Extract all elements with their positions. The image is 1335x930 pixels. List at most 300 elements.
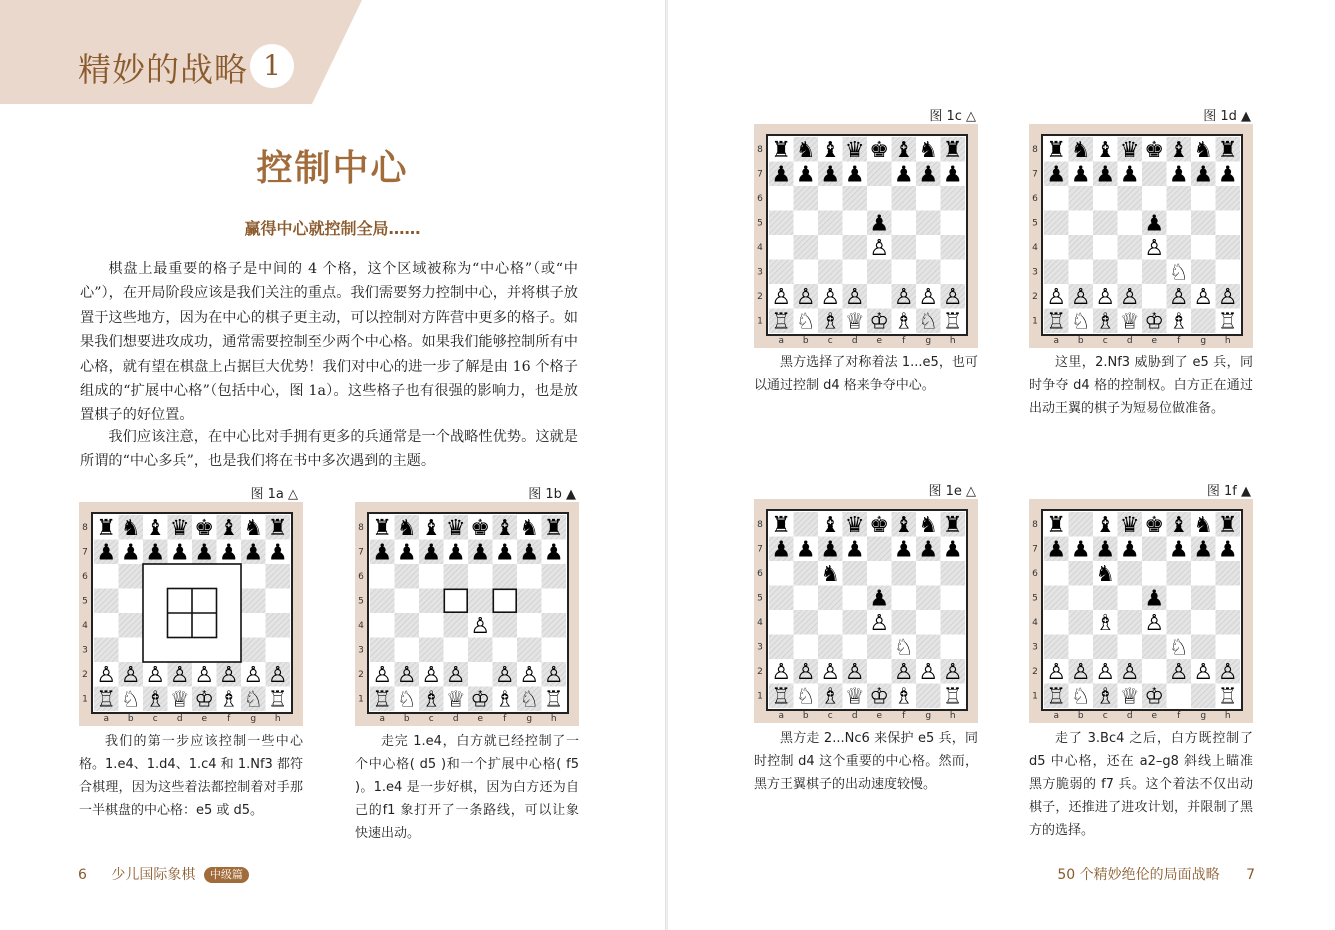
board-square-c6 <box>1093 186 1118 211</box>
file-label: d <box>1126 711 1133 721</box>
figure-1c-board <box>754 124 978 348</box>
black-pawn-icon: ♟ <box>1144 586 1165 612</box>
white-pawn-icon: ♙ <box>1168 660 1189 686</box>
board-square-b4 <box>1069 610 1094 635</box>
file-label: d <box>176 714 183 724</box>
white-pawn-icon: ♙ <box>396 663 417 689</box>
board-square-a6 <box>370 564 395 589</box>
board-square-d5 <box>843 211 868 236</box>
black-bishop-icon: ♝ <box>494 516 515 542</box>
board-square-h5 <box>542 589 567 614</box>
black-pawn-icon: ♟ <box>145 540 166 566</box>
black-pawn-icon: ♟ <box>869 211 890 237</box>
board-square-e2 <box>867 284 892 309</box>
rank-label: 7 <box>757 544 763 555</box>
board-square-b3 <box>1069 260 1094 285</box>
rank-label: 1 <box>757 316 763 327</box>
figure-1c-label: 图 1c △ <box>929 109 976 124</box>
board-square-c5 <box>818 586 843 611</box>
black-rook-icon: ♜ <box>372 516 393 542</box>
board-square-g6 <box>1191 186 1216 211</box>
white-pawn-icon: ♙ <box>1168 285 1189 311</box>
board-square-d6 <box>1118 186 1143 211</box>
white-bishop-icon: ♗ <box>1095 611 1116 637</box>
black-knight-icon: ♞ <box>918 138 939 164</box>
white-pawn-icon: ♙ <box>795 660 816 686</box>
board-square-e2 <box>1142 659 1167 684</box>
highlight-square-f5 <box>493 589 516 612</box>
board-square-h3 <box>542 638 567 663</box>
board-square-a6 <box>769 561 794 586</box>
board-square-g3 <box>1191 260 1216 285</box>
white-pawn-icon: ♙ <box>1070 285 1091 311</box>
rank-label: 5 <box>1032 593 1038 604</box>
board-square-f4 <box>493 613 518 638</box>
board-square-g4 <box>517 613 542 638</box>
white-king-icon: ♔ <box>869 309 890 335</box>
board-square-h6 <box>542 564 567 589</box>
board-square-a4 <box>370 613 395 638</box>
file-label: f <box>902 336 906 346</box>
board-square-d3 <box>1118 260 1143 285</box>
chessboard-1e <box>754 499 978 723</box>
board-square-g3 <box>916 260 941 285</box>
white-pawn-icon: ♙ <box>869 236 890 262</box>
black-bishop-icon: ♝ <box>893 138 914 164</box>
rank-label: 1 <box>1032 691 1038 702</box>
rank-label: 8 <box>1032 145 1038 156</box>
black-pawn-icon: ♟ <box>771 162 792 188</box>
board-square-a6 <box>769 186 794 211</box>
black-bishop-icon: ♝ <box>1095 513 1116 539</box>
board-square-b5 <box>1069 211 1094 236</box>
white-pawn-icon: ♙ <box>1046 285 1067 311</box>
white-king-icon: ♔ <box>470 687 491 713</box>
white-knight-icon: ♘ <box>918 309 939 335</box>
white-king-icon: ♔ <box>869 684 890 710</box>
black-knight-icon: ♞ <box>243 516 264 542</box>
black-king-icon: ♚ <box>869 138 890 164</box>
file-label: b <box>127 714 134 724</box>
rank-label: 4 <box>1032 618 1038 629</box>
white-pawn-icon: ♙ <box>1119 660 1140 686</box>
white-pawn-icon: ♙ <box>820 285 841 311</box>
black-knight-icon: ♞ <box>1070 138 1091 164</box>
board-square-b3 <box>395 638 420 663</box>
board-square-a3 <box>769 635 794 660</box>
file-label: h <box>949 711 956 721</box>
black-rook-icon: ♜ <box>543 516 564 542</box>
file-label: f <box>902 711 906 721</box>
board-square-c3 <box>419 638 444 663</box>
rank-label: 3 <box>82 645 88 656</box>
file-label: g <box>526 714 533 724</box>
board-square-h4 <box>1216 235 1241 260</box>
board-square-c4 <box>1093 235 1118 260</box>
black-pawn-icon: ♟ <box>1070 162 1091 188</box>
black-bishop-icon: ♝ <box>820 138 841 164</box>
board-square-g3 <box>1191 635 1216 660</box>
board-square-c5 <box>419 589 444 614</box>
board-square-f6 <box>1167 561 1192 586</box>
board-square-a5 <box>94 589 119 614</box>
black-king-icon: ♚ <box>1144 513 1165 539</box>
chessboard-1b <box>355 502 579 726</box>
board-square-c5 <box>818 211 843 236</box>
white-knight-icon: ♘ <box>396 687 417 713</box>
white-pawn-icon: ♙ <box>893 660 914 686</box>
board-square-h6 <box>266 564 291 589</box>
chessboard-1c <box>754 124 978 348</box>
white-bishop-icon: ♗ <box>820 309 841 335</box>
rank-label: 7 <box>358 547 364 558</box>
board-square-h6 <box>941 186 966 211</box>
board-square-a3 <box>769 260 794 285</box>
file-label: a <box>103 714 110 724</box>
rank-label: 1 <box>358 694 364 705</box>
figure-1c-caption: 黑方选择了对称着法 1...e5，也可以通过控制 d4 格来争夺中心。 <box>754 355 978 393</box>
white-bishop-icon: ♗ <box>1095 684 1116 710</box>
rank-label: 3 <box>358 645 364 656</box>
white-pawn-icon: ♙ <box>918 660 939 686</box>
board-square-c3 <box>1093 260 1118 285</box>
file-label: d <box>851 711 858 721</box>
rank-label: 1 <box>757 691 763 702</box>
board-square-e7 <box>1142 162 1167 187</box>
board-square-d4 <box>444 613 469 638</box>
board-square-f3 <box>892 260 917 285</box>
white-bishop-icon: ♗ <box>494 687 515 713</box>
board-square-a3 <box>1044 260 1069 285</box>
white-pawn-icon: ♙ <box>844 660 865 686</box>
book-title: 少儿国际象棋 <box>111 867 196 883</box>
rank-label: 5 <box>82 596 88 607</box>
black-bishop-icon: ♝ <box>1168 138 1189 164</box>
board-square-e3 <box>1142 635 1167 660</box>
board-square-a5 <box>769 211 794 236</box>
board-square-b4 <box>395 613 420 638</box>
board-square-f4 <box>892 610 917 635</box>
figure-1a-caption: 我们的第一步应该控制一些中心格。1.e4、1.d4、1.c4 和 1.Nf3 都符合棋理，因为这些着法都控制着对手那一半棋盘的中心格：e5 或 d5。 <box>79 734 303 818</box>
board-square-b4 <box>1069 235 1094 260</box>
board-square-e6 <box>1142 561 1167 586</box>
white-queen-icon: ♕ <box>1119 684 1140 710</box>
board-square-b6 <box>1069 561 1094 586</box>
board-square-e6 <box>468 564 493 589</box>
board-square-c3 <box>1093 635 1118 660</box>
rank-label: 5 <box>358 596 364 607</box>
white-rook-icon: ♖ <box>267 687 288 713</box>
board-square-d5 <box>1118 211 1143 236</box>
black-pawn-icon: ♟ <box>1168 162 1189 188</box>
white-queen-icon: ♕ <box>844 309 865 335</box>
board-square-a4 <box>1044 610 1069 635</box>
file-label: g <box>250 714 257 724</box>
black-rook-icon: ♜ <box>1217 138 1238 164</box>
figure-1a-label: 图 1a △ <box>250 487 298 502</box>
rank-label: 2 <box>1032 667 1038 678</box>
black-queen-icon: ♛ <box>445 516 466 542</box>
black-knight-icon: ♞ <box>1193 513 1214 539</box>
board-square-b6 <box>1069 186 1094 211</box>
black-knight-icon: ♞ <box>120 516 141 542</box>
board-square-h5 <box>1216 211 1241 236</box>
black-pawn-icon: ♟ <box>844 537 865 563</box>
black-rook-icon: ♜ <box>1046 138 1067 164</box>
white-rook-icon: ♖ <box>1217 309 1238 335</box>
black-bishop-icon: ♝ <box>1168 513 1189 539</box>
rank-label: 8 <box>757 520 763 531</box>
black-queen-icon: ♛ <box>1119 513 1140 539</box>
board-square-c4 <box>419 613 444 638</box>
board-square-b4 <box>794 610 819 635</box>
board-square-h4 <box>941 235 966 260</box>
rank-label: 8 <box>358 523 364 534</box>
rank-label: 6 <box>358 572 364 583</box>
board-square-e3 <box>1142 260 1167 285</box>
black-queen-icon: ♛ <box>844 138 865 164</box>
white-rook-icon: ♖ <box>96 687 117 713</box>
black-pawn-icon: ♟ <box>396 540 417 566</box>
rank-label: 4 <box>358 621 364 632</box>
rank-label: 6 <box>757 569 763 580</box>
black-queen-icon: ♛ <box>844 513 865 539</box>
black-bishop-icon: ♝ <box>893 513 914 539</box>
white-pawn-icon: ♙ <box>194 663 215 689</box>
board-square-g5 <box>1191 586 1216 611</box>
board-square-h4 <box>1216 610 1241 635</box>
file-label: a <box>778 336 785 346</box>
board-square-g5 <box>916 586 941 611</box>
board-square-d3 <box>843 635 868 660</box>
file-label: h <box>949 336 956 346</box>
board-square-a6 <box>1044 186 1069 211</box>
file-label: e <box>1151 711 1158 721</box>
rank-label: 8 <box>1032 520 1038 531</box>
rank-label: 3 <box>757 642 763 653</box>
board-square-a4 <box>94 613 119 638</box>
board-square-c3 <box>818 635 843 660</box>
rank-label: 1 <box>82 694 88 705</box>
board-square-a5 <box>1044 211 1069 236</box>
board-square-e6 <box>867 186 892 211</box>
figure-1a-board <box>79 502 303 726</box>
board-square-a3 <box>94 638 119 663</box>
board-square-b5 <box>395 589 420 614</box>
file-label: b <box>403 714 410 724</box>
board-square-d3 <box>444 638 469 663</box>
white-bishop-icon: ♗ <box>1095 309 1116 335</box>
file-label: e <box>876 336 883 346</box>
board-square-f4 <box>1167 610 1192 635</box>
black-pawn-icon: ♟ <box>1144 211 1165 237</box>
board-square-g3 <box>517 638 542 663</box>
white-pawn-icon: ♙ <box>445 663 466 689</box>
board-square-g4 <box>1191 235 1216 260</box>
black-bishop-icon: ♝ <box>820 513 841 539</box>
file-label: g <box>925 336 932 346</box>
board-square-h3 <box>266 638 291 663</box>
black-pawn-icon: ♟ <box>120 540 141 566</box>
black-pawn-icon: ♟ <box>1046 162 1067 188</box>
white-pawn-icon: ♙ <box>942 660 963 686</box>
board-square-g6 <box>916 186 941 211</box>
board-square-g1 <box>1191 684 1216 709</box>
rank-label: 7 <box>757 169 763 180</box>
rank-label: 7 <box>1032 169 1038 180</box>
white-rook-icon: ♖ <box>1217 684 1238 710</box>
white-pawn-icon: ♙ <box>519 663 540 689</box>
rank-label: 4 <box>1032 243 1038 254</box>
file-label: e <box>477 714 484 724</box>
file-label: b <box>1077 711 1084 721</box>
black-pawn-icon: ♟ <box>1095 537 1116 563</box>
rank-label: 3 <box>1032 642 1038 653</box>
figure-1b-board <box>355 502 579 726</box>
board-square-g6 <box>241 564 266 589</box>
board-square-d4 <box>1118 235 1143 260</box>
black-king-icon: ♚ <box>470 516 491 542</box>
board-square-b8 <box>1069 512 1094 537</box>
running-title: 50 个精妙绝伦的局面战略 <box>1057 867 1220 883</box>
board-square-c4 <box>818 610 843 635</box>
file-label: c <box>152 714 158 724</box>
board-square-b4 <box>794 235 819 260</box>
white-rook-icon: ♖ <box>942 309 963 335</box>
page-number-left: 6 <box>78 867 87 883</box>
file-label: b <box>802 711 809 721</box>
white-pawn-icon: ♙ <box>494 663 515 689</box>
white-pawn-icon: ♙ <box>1070 660 1091 686</box>
board-square-g6 <box>916 561 941 586</box>
black-pawn-icon: ♟ <box>169 540 190 566</box>
chessboard-1a <box>79 502 303 726</box>
board-square-e3 <box>867 635 892 660</box>
page-subtitle: 赢得中心就控制全局…… <box>244 219 421 238</box>
chapter-title: 精妙的战略 <box>78 50 248 89</box>
white-pawn-icon: ♙ <box>1144 236 1165 262</box>
black-queen-icon: ♛ <box>169 516 190 542</box>
black-pawn-icon: ♟ <box>445 540 466 566</box>
black-bishop-icon: ♝ <box>218 516 239 542</box>
black-pawn-icon: ♟ <box>218 540 239 566</box>
black-king-icon: ♚ <box>1144 138 1165 164</box>
board-square-d6 <box>843 561 868 586</box>
body-paragraph-1: 棋盘上最重要的格子是中间的 4 个格，这个区域被称为“中心格”（或“中心”），在开局阶段应该是我们关注的重点。我们需要努力控制中心，并将棋子放置于这些地方，因为在中心的棋子更主动，可以控制对方阵营中更多的格子。如果我们想要进攻成功，通常需要控制至少两个中心格。如果我们能够控制所有中心格，就有望在棋盘上占据巨大优势！我们对中心的进一步了解是由 16 个格子组成的“扩展中心格”（包括中心，图 1a）。这些格子也有很强的影响力，也是放置棋子的好位置。 <box>80 261 578 424</box>
board-square-b6 <box>119 564 144 589</box>
rank-label: 5 <box>1032 218 1038 229</box>
file-label: h <box>1224 336 1231 346</box>
board-square-b3 <box>1069 635 1094 660</box>
board-square-h6 <box>1216 561 1241 586</box>
white-knight-icon: ♘ <box>1168 260 1189 286</box>
rank-label: 6 <box>82 572 88 583</box>
black-rook-icon: ♜ <box>1046 513 1067 539</box>
black-pawn-icon: ♟ <box>372 540 393 566</box>
white-rook-icon: ♖ <box>543 687 564 713</box>
board-square-a5 <box>370 589 395 614</box>
figure-1f-label: 图 1f ▲ <box>1206 484 1251 499</box>
file-label: g <box>1200 711 1207 721</box>
black-knight-icon: ♞ <box>519 516 540 542</box>
figure-1b-label: 图 1b ▲ <box>528 487 576 502</box>
board-square-g4 <box>241 613 266 638</box>
white-bishop-icon: ♗ <box>1168 309 1189 335</box>
white-pawn-icon: ♙ <box>893 285 914 311</box>
board-square-f1 <box>1167 684 1192 709</box>
rank-label: 1 <box>1032 316 1038 327</box>
white-pawn-icon: ♙ <box>96 663 117 689</box>
black-pawn-icon: ♟ <box>820 162 841 188</box>
black-knight-icon: ♞ <box>1095 562 1116 588</box>
board-square-a6 <box>1044 561 1069 586</box>
white-knight-icon: ♘ <box>519 687 540 713</box>
white-knight-icon: ♘ <box>1168 635 1189 661</box>
figure-1f-caption: 走了 3.Bc4 之后，白方既控制了 d5 中心格，还在 a2–g8 斜线上瞄准黑方脆弱的 f7 兵。这个着法不仅出动棋子，还推进了进攻计划，并限制了黑方的选择。 <box>1029 731 1253 838</box>
board-square-d4 <box>843 610 868 635</box>
rank-label: 2 <box>757 667 763 678</box>
board-square-g5 <box>916 211 941 236</box>
board-square-h5 <box>941 586 966 611</box>
white-bishop-icon: ♗ <box>893 684 914 710</box>
black-pawn-icon: ♟ <box>942 537 963 563</box>
board-square-d5 <box>843 586 868 611</box>
file-label: d <box>851 336 858 346</box>
rank-label: 7 <box>1032 544 1038 555</box>
highlight-square-d5 <box>444 589 467 612</box>
black-pawn-icon: ♟ <box>1095 162 1116 188</box>
white-pawn-icon: ♙ <box>1046 660 1067 686</box>
board-square-c4 <box>818 235 843 260</box>
black-pawn-icon: ♟ <box>918 162 939 188</box>
figure-1d-label: 图 1d ▲ <box>1203 109 1251 124</box>
white-pawn-icon: ♙ <box>267 663 288 689</box>
white-knight-icon: ♘ <box>795 684 816 710</box>
board-square-d6 <box>1118 561 1143 586</box>
board-square-a3 <box>1044 635 1069 660</box>
white-bishop-icon: ♗ <box>820 684 841 710</box>
black-king-icon: ♚ <box>869 513 890 539</box>
white-knight-icon: ♘ <box>893 635 914 661</box>
board-square-c6 <box>818 186 843 211</box>
board-square-h3 <box>941 635 966 660</box>
black-knight-icon: ♞ <box>1193 138 1214 164</box>
board-square-d6 <box>444 564 469 589</box>
white-knight-icon: ♘ <box>1070 309 1091 335</box>
white-pawn-icon: ♙ <box>942 285 963 311</box>
board-square-c6 <box>419 564 444 589</box>
black-pawn-icon: ♟ <box>267 540 288 566</box>
white-rook-icon: ♖ <box>942 684 963 710</box>
black-pawn-icon: ♟ <box>820 537 841 563</box>
white-pawn-icon: ♙ <box>218 663 239 689</box>
white-pawn-icon: ♙ <box>1193 660 1214 686</box>
figure-1b-caption: 走完 1.e4，白方就已经控制了一个中心格( d5 )和一个扩展中心格( f5 )。1.e4 是一步好棋，因为白方还为自己的f1 象打开了一条路线，可以让象快速出动。 <box>355 734 579 841</box>
file-label: c <box>827 336 833 346</box>
white-pawn-icon: ♙ <box>1217 660 1238 686</box>
black-queen-icon: ♛ <box>1119 138 1140 164</box>
white-pawn-icon: ♙ <box>795 285 816 311</box>
board-square-e2 <box>468 662 493 687</box>
board-square-f6 <box>892 186 917 211</box>
file-label: e <box>876 711 883 721</box>
board-square-h4 <box>542 613 567 638</box>
board-square-h3 <box>1216 635 1241 660</box>
white-queen-icon: ♕ <box>445 687 466 713</box>
file-label: c <box>428 714 434 724</box>
rank-label: 5 <box>757 218 763 229</box>
white-knight-icon: ♘ <box>1070 684 1091 710</box>
